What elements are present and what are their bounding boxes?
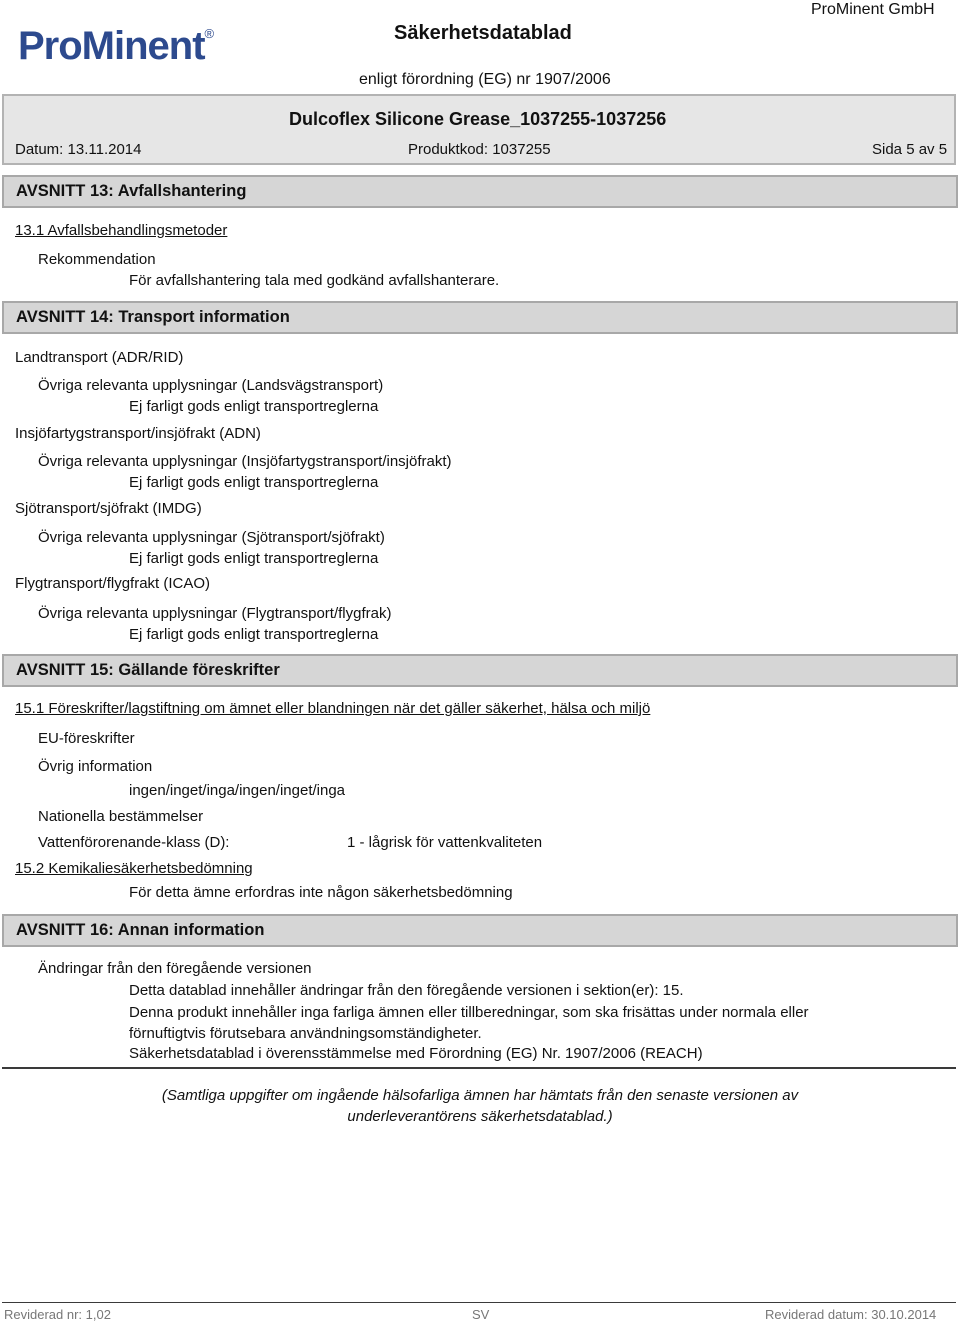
eu-regulations-label: EU-föreskrifter bbox=[38, 730, 135, 747]
national-regulations-label: Nationella bestämmelser bbox=[38, 808, 204, 825]
section-15-header: AVSNITT 15: Gällande föreskrifter bbox=[2, 654, 958, 687]
changes-line-1: Detta datablad innehåller ändringar från den föregående versionen i sektion(er): 15. bbox=[129, 982, 684, 999]
sea-transport-heading: Sjötransport/sjöfrakt (IMDG) bbox=[15, 500, 202, 517]
land-transport-info-label: Övriga relevanta upplysningar (Landsvägstransport) bbox=[38, 377, 384, 394]
inland-transport-info-text: Ej farligt gods enligt transportreglerna bbox=[129, 474, 379, 491]
land-transport-heading: Landtransport (ADR/RID) bbox=[15, 349, 184, 366]
air-transport-info-text: Ej farligt gods enligt transportreglerna bbox=[129, 626, 379, 643]
logo-text: ProMinent bbox=[18, 24, 205, 68]
page-number: Sida 5 av 5 bbox=[872, 141, 948, 158]
air-transport-heading: Flygtransport/flygfrakt (ICAO) bbox=[15, 575, 211, 592]
changes-line-3: Säkerhetsdatablad i överensstämmelse med Förordning (EG) Nr. 1907/2006 (REACH) bbox=[129, 1045, 703, 1062]
changes-line-2b: förnuftigtvis förutsebara användningsomständigheter. bbox=[129, 1025, 482, 1042]
footer-divider bbox=[2, 1302, 956, 1303]
sea-transport-info-label: Övriga relevanta upplysningar (Sjötransport/sjöfrakt) bbox=[38, 529, 385, 546]
section-16-header: AVSNITT 16: Annan information bbox=[2, 914, 958, 947]
chemical-safety-assessment-text: För detta ämne erfordras inte någon säkerhetsbedömning bbox=[129, 884, 513, 901]
footer-revision-number: Reviderad nr: 1,02 bbox=[4, 1307, 111, 1322]
inland-transport-heading: Insjöfartygstransport/insjöfrakt (ADN) bbox=[15, 425, 261, 442]
product-name: Dulcoflex Silicone Grease_1037255-1037256 bbox=[289, 109, 667, 129]
company-name: ProMinent GmbH bbox=[811, 1, 935, 18]
changes-line-2a: Denna produkt innehåller inga farliga ämnen eller tillberedningar, som ska frisättas under normala eller bbox=[129, 1004, 809, 1021]
changes-label: Ändringar från den föregående versionen bbox=[38, 960, 312, 977]
logo-registered-mark: ® bbox=[204, 26, 215, 41]
closing-divider bbox=[2, 1067, 956, 1069]
document-title: Säkerhetsdatablad bbox=[394, 22, 572, 44]
other-information-text: ingen/inget/inga/ingen/inget/inga bbox=[129, 782, 346, 799]
product-code: Produktkod: 1037255 bbox=[408, 141, 551, 158]
source-note-line-2: underleverantörens säkerhetsdatablad.) bbox=[347, 1108, 613, 1125]
company-logo bbox=[18, 24, 214, 69]
footer-revision-date: Reviderad datum: 30.10.2014 bbox=[765, 1307, 937, 1322]
source-note-line-1: (Samtliga uppgifter om ingående hälsofarliga ämnen har hämtats från den senaste versionen av bbox=[161, 1087, 799, 1104]
inland-transport-info-label: Övriga relevanta upplysningar (Insjöfartygstransport/insjöfrakt) bbox=[38, 453, 452, 470]
regulation-text: enligt förordning (EG) nr 1907/2006 bbox=[359, 71, 611, 88]
section-14-header: AVSNITT 14: Transport information bbox=[2, 301, 958, 334]
section-13-header: AVSNITT 13: Avfallshantering bbox=[2, 175, 958, 208]
section-13-1-heading: 13.1 Avfallsbehandlingsmetoder bbox=[15, 222, 228, 239]
recommendation-label: Rekommendation bbox=[38, 251, 156, 268]
water-hazard-class-value: 1 - lågrisk för vattenkvaliteten bbox=[347, 834, 543, 851]
land-transport-info-text: Ej farligt gods enligt transportreglerna bbox=[129, 398, 379, 415]
section-15-2-heading: 15.2 Kemikaliesäkerhetsbedömning bbox=[15, 860, 253, 877]
other-information-label: Övrig information bbox=[38, 758, 153, 775]
recommendation-text: För avfallshantering tala med godkänd avfallshanterare. bbox=[129, 272, 500, 289]
footer-language: SV bbox=[472, 1307, 490, 1322]
water-hazard-class-label: Vattenförorenande-klass (D): bbox=[38, 834, 230, 851]
sea-transport-info-text: Ej farligt gods enligt transportreglerna bbox=[129, 550, 379, 567]
air-transport-info-label: Övriga relevanta upplysningar (Flygtransport/flygfrak) bbox=[38, 605, 392, 622]
section-15-1-heading: 15.1 Föreskrifter/lagstiftning om ämnet eller blandningen när det gäller säkerhet, hälsa och miljö bbox=[15, 700, 651, 717]
document-date: Datum: 13.11.2014 bbox=[15, 141, 142, 158]
